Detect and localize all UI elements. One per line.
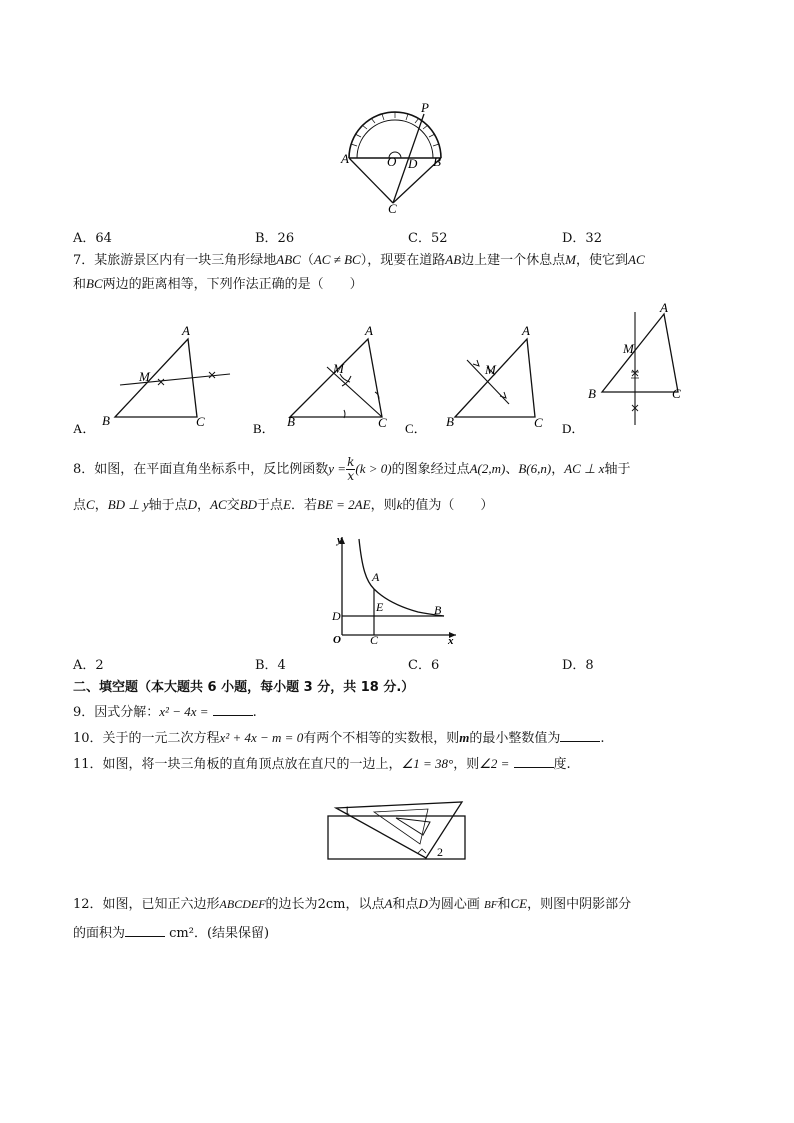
q11-answer-blank[interactable] <box>514 755 554 768</box>
q7a-label-C: C <box>196 414 205 429</box>
q7b-option: B． <box>253 421 275 436</box>
fraction-k-over-x: $\frac{k}{x}$ <box>347 455 355 483</box>
fig8-label-O: O <box>333 634 341 645</box>
q7-figure-c <box>405 322 555 437</box>
q7d-label-C: C <box>672 386 681 401</box>
inverse-function-figure <box>328 533 463 645</box>
q10-answer-blank[interactable] <box>560 729 600 742</box>
q7-figure-a <box>72 322 242 437</box>
label-B: B <box>433 154 441 169</box>
label-D: D <box>408 156 418 171</box>
q8-line2: 点C，BD ⊥ y轴于点D，AC交BD于点E．若BE = 2AE，则k的值为（ ） <box>73 497 494 513</box>
fig8-label-D: D <box>332 609 341 623</box>
label-O: O <box>387 154 397 169</box>
q7d-label-M: M <box>623 341 634 356</box>
q11: 11．如图，将一块三角板的直角顶点放在直尺的一边上，∠1 = 38°，则∠2 = 度. <box>73 756 571 772</box>
fig11-label-2: 2 <box>437 845 443 859</box>
q8-option-c: C．6 <box>408 658 440 673</box>
q7b-label-B: B <box>287 414 295 429</box>
fig8-label-C: C <box>370 633 379 645</box>
q7b-label-M: M <box>333 361 344 376</box>
q6-option-a: A．64 <box>73 231 112 246</box>
ruler-triangle-figure <box>326 788 468 863</box>
q7b-label-C: C <box>378 415 387 430</box>
protractor-figure <box>335 100 455 215</box>
q7c-label-A: A <box>522 323 530 338</box>
q7d-option: D． <box>562 421 585 436</box>
q12-answer-blank[interactable] <box>125 924 165 937</box>
q9: 9．因式分解：x² − 4x = . <box>73 704 257 720</box>
q7c-label-B: B <box>446 414 454 429</box>
q7-line1: 7．某旅游景区内有一块三角形绿地ABC（AC ≠ BC），现要在道路AB边上建一个休息点M，使它到AC <box>73 252 645 268</box>
fig8-label-B: B <box>434 603 442 617</box>
label-C: C <box>388 201 397 215</box>
q12-line2: 的面积为 cm²．(结果保留) <box>73 926 270 941</box>
q7d-label-B: B <box>588 386 596 401</box>
label-P: P <box>421 100 429 115</box>
fig8-label-A: A <box>372 570 380 584</box>
fig11-label-1: 1 <box>344 803 350 817</box>
q7-figure-d <box>560 300 700 437</box>
q8-line1: 8．如图，在平面直角坐标系中，反比例函数y = $\frac{k}{x}$ (k > 0)的图象经过点A(2,m)、B(6,n)，AC ⊥ x轴于 <box>73 455 631 483</box>
q7a-option: A． <box>73 421 96 436</box>
q12-line1: 12．如图，已知正六边形ABCDEF的边长为2cm，以点A和点D为圆心画 BF和CE，则图中阴影部分 <box>73 896 632 912</box>
fig8-label-E: E <box>376 600 384 614</box>
label-A: A <box>341 151 349 166</box>
q7a-label-M: M <box>139 369 150 384</box>
q9-answer-blank[interactable] <box>213 703 253 716</box>
q7c-label-C: C <box>534 415 543 430</box>
q8-option-d: D．8 <box>562 658 594 673</box>
q7b-label-A: A <box>365 323 373 338</box>
q6-option-d: D．32 <box>562 231 602 246</box>
q10: 10．关于的一元二次方程x² + 4x − m = 0有两个不相等的实数根，则m的最小整数值为 . <box>73 730 605 746</box>
q6-option-b: B．26 <box>255 231 295 246</box>
q6-option-c: C．52 <box>408 231 448 246</box>
q8-option-a: A．2 <box>73 658 104 673</box>
q7a-label-A: A <box>182 323 190 338</box>
q7c-option: C． <box>405 421 427 436</box>
q7-figure-b <box>252 322 402 437</box>
section-heading: 二、填空题（本大题共 6 小题，每小题 3 分，共 18 分.） <box>73 680 415 695</box>
q7a-label-B: B <box>102 413 110 428</box>
fig8-label-x: x <box>448 635 454 645</box>
q7-line2: 和BC两边的距离相等，下列作法正确的是（ ） <box>73 276 363 292</box>
q8-option-b: B．4 <box>255 658 286 673</box>
q7d-label-A: A <box>660 300 668 315</box>
fig8-label-y: y <box>337 534 342 546</box>
q7c-label-M: M <box>485 362 496 377</box>
